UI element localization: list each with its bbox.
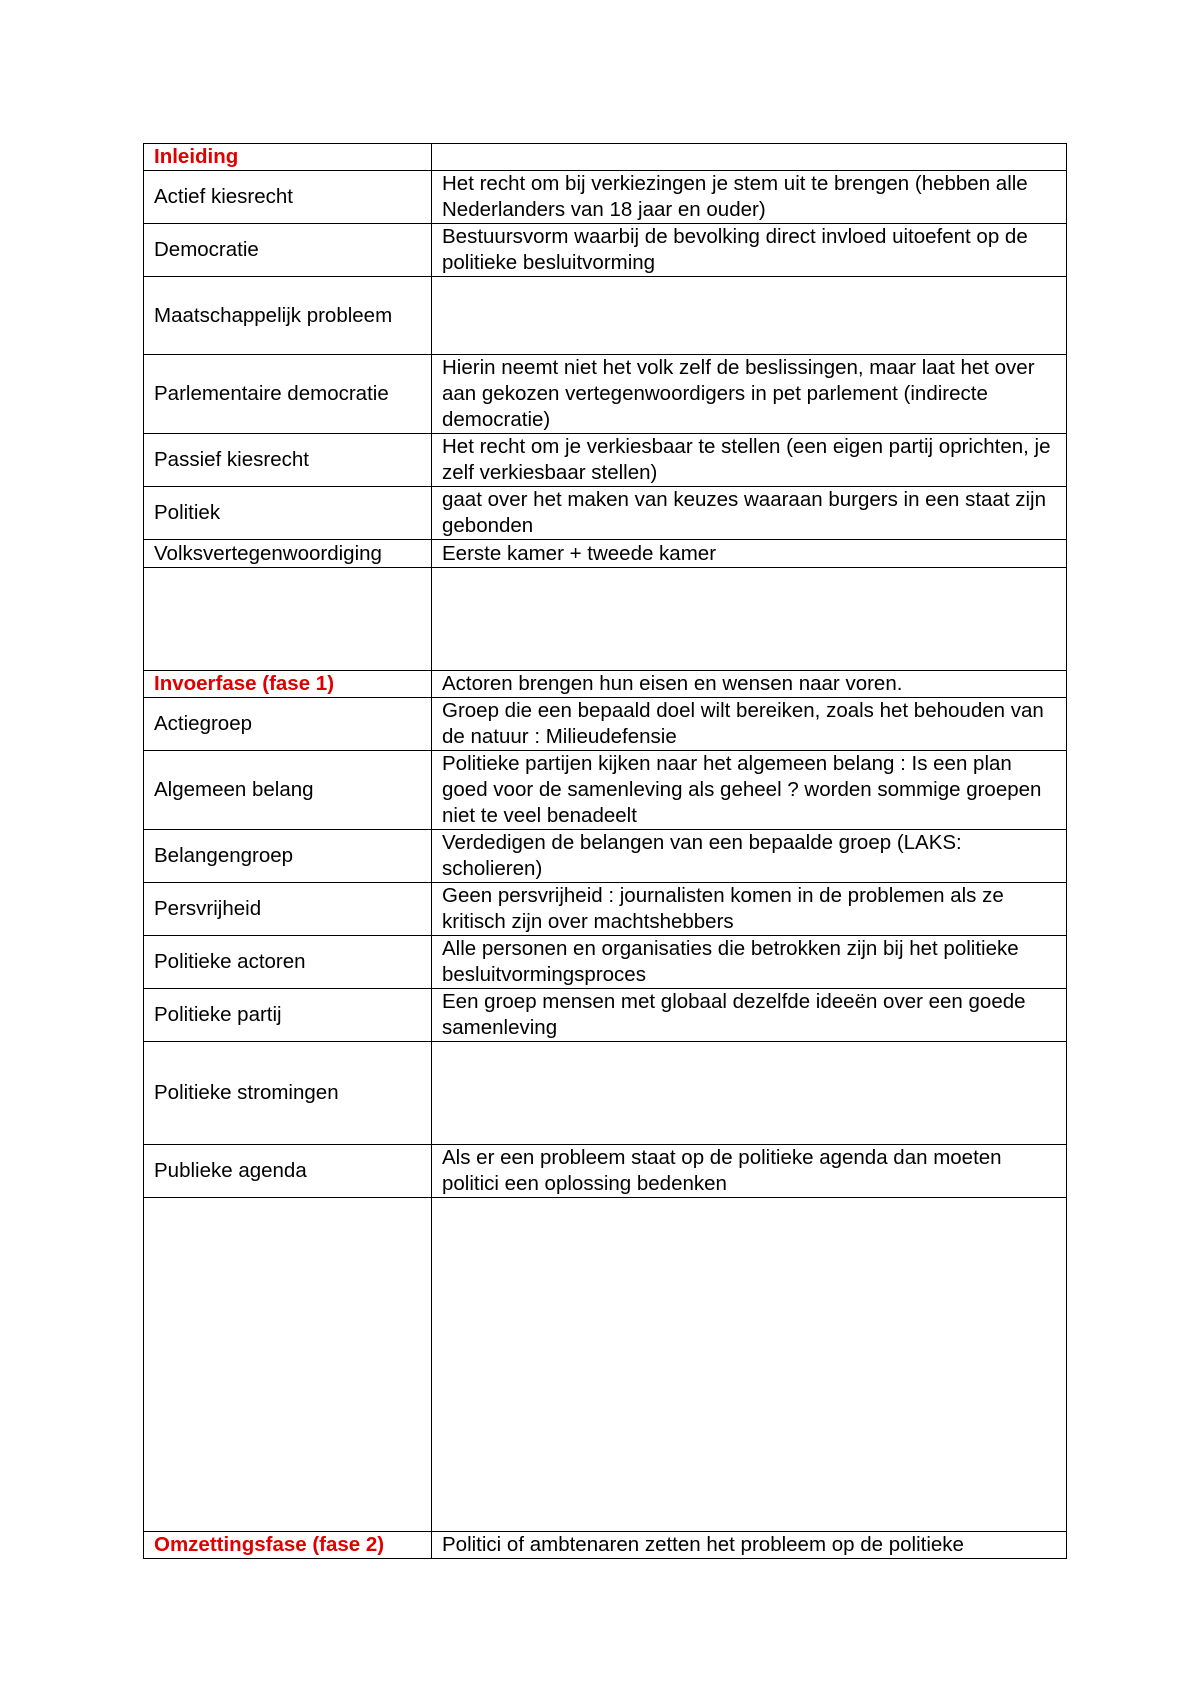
table-row <box>144 355 1067 434</box>
definition-cell: Bestuursvorm waarbij de bevolking direct invloed uitoefent op de politieke besluitvorming <box>432 224 1067 277</box>
definition-cell: Hierin neemt niet het volk zelf de beslissingen, maar laat het over aan gekozen vertegenwoordigers in pet parlement (indirecte democratie) <box>432 355 1067 434</box>
definition-cell <box>432 277 1067 355</box>
term-cell: Persvrijheid <box>144 883 432 936</box>
table-row <box>144 751 1067 830</box>
empty-row <box>144 1198 1067 1532</box>
table-row <box>144 936 1067 989</box>
definition-cell: Als er een probleem staat op de politieke agenda dan moeten politici een oplossing bedenken <box>432 1145 1067 1198</box>
section-description: Actoren brengen hun eisen en wensen naar voren. <box>432 671 1067 698</box>
definition-cell: Politieke partijen kijken naar het algemeen belang : Is een plan goed voor de samenleving als geheel ? worden sommige groepen niet te veel benadeelt <box>432 751 1067 830</box>
definition-cell: Het recht om je verkiesbaar te stellen (een eigen partij oprichten, je zelf verkiesbaar stellen) <box>432 434 1067 487</box>
section-row-omzettingsfase <box>144 1532 1067 1559</box>
term-cell: Parlementaire democratie <box>144 355 432 434</box>
section-row-inleiding <box>144 144 1067 171</box>
section-title: Inleiding <box>144 144 432 171</box>
empty-cell <box>144 1198 432 1532</box>
section-title: Omzettingsfase (fase 2) <box>144 1532 432 1559</box>
definition-cell: Groep die een bepaald doel wilt bereiken, zoals het behouden van de natuur : Milieudefensie <box>432 698 1067 751</box>
term-cell: Actief kiesrecht <box>144 171 432 224</box>
term-cell: Democratie <box>144 224 432 277</box>
term-cell: Politieke partij <box>144 989 432 1042</box>
table-row <box>144 830 1067 883</box>
definition-cell: Het recht om bij verkiezingen je stem uit te brengen (hebben alle Nederlanders van 18 jaar en ouder) <box>432 171 1067 224</box>
table-row <box>144 434 1067 487</box>
definition-cell: gaat over het maken van keuzes waaraan burgers in een staat zijn gebonden <box>432 487 1067 540</box>
empty-cell <box>432 1198 1067 1532</box>
definition-cell: Geen persvrijheid : journalisten komen in de problemen als ze kritisch zijn over machtshebbers <box>432 883 1067 936</box>
table-row <box>144 487 1067 540</box>
glossary-table <box>143 143 1067 1559</box>
table-row <box>144 883 1067 936</box>
table-row <box>144 171 1067 224</box>
term-cell: Volksvertegenwoordiging <box>144 540 432 568</box>
definition-cell: Eerste kamer + tweede kamer <box>432 540 1067 568</box>
empty-row <box>144 568 1067 671</box>
definition-cell: Verdedigen de belangen van een bepaalde groep (LAKS: scholieren) <box>432 830 1067 883</box>
empty-cell <box>432 568 1067 671</box>
term-cell: Passief kiesrecht <box>144 434 432 487</box>
empty-cell <box>144 568 432 671</box>
term-cell: Publieke agenda <box>144 1145 432 1198</box>
table-row <box>144 540 1067 568</box>
section-description: Politici of ambtenaren zetten het probleem op de politieke <box>432 1532 1067 1559</box>
term-cell: Belangengroep <box>144 830 432 883</box>
definition-cell: Alle personen en organisaties die betrokken zijn bij het politieke besluitvormingsproces <box>432 936 1067 989</box>
section-title: Invoerfase (fase 1) <box>144 671 432 698</box>
section-row-invoerfase <box>144 671 1067 698</box>
definition-cell <box>432 1042 1067 1145</box>
term-cell: Politieke stromingen <box>144 1042 432 1145</box>
term-cell: Actiegroep <box>144 698 432 751</box>
table-row <box>144 1042 1067 1145</box>
table-row <box>144 989 1067 1042</box>
term-cell: Algemeen belang <box>144 751 432 830</box>
table-row <box>144 698 1067 751</box>
table-row <box>144 1145 1067 1198</box>
section-description <box>432 144 1067 171</box>
table-row <box>144 277 1067 355</box>
term-cell: Politieke actoren <box>144 936 432 989</box>
table-row <box>144 224 1067 277</box>
term-cell: Maatschappelijk probleem <box>144 277 432 355</box>
term-cell: Politiek <box>144 487 432 540</box>
definition-cell: Een groep mensen met globaal dezelfde ideeën over een goede samenleving <box>432 989 1067 1042</box>
